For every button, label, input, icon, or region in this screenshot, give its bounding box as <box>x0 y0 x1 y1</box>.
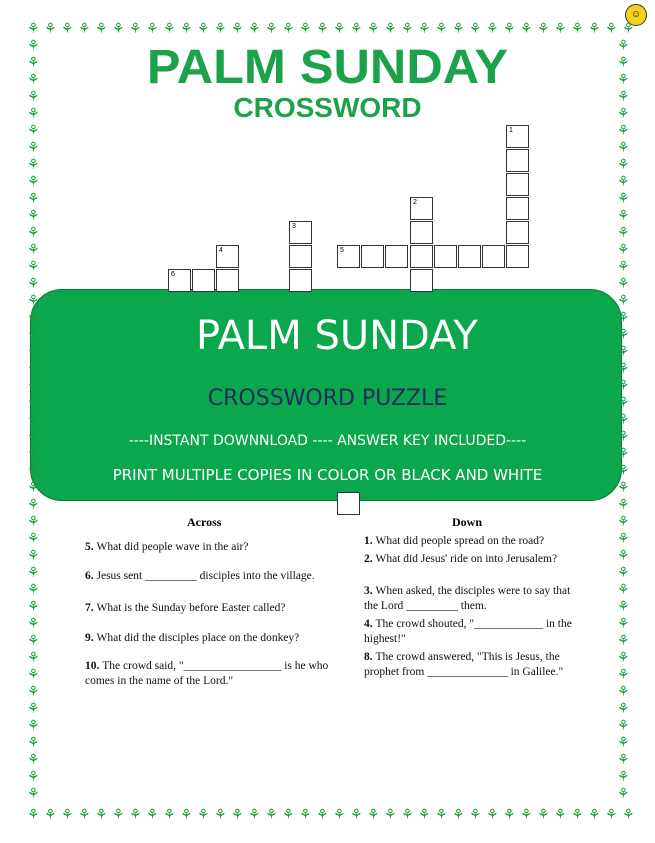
clue-number: 7. <box>85 602 97 614</box>
palm-tree-icon: ⚘ <box>617 72 630 88</box>
crossword-cell <box>192 269 215 292</box>
clue-text: The crowd answered, "This is Jesus, the prophet from ______________ in Galilee." <box>364 651 564 678</box>
palm-tree-icon: ⚘ <box>316 21 329 37</box>
palm-tree-icon: ⚘ <box>180 21 193 37</box>
palm-tree-icon: ⚘ <box>27 276 40 292</box>
clue-item <box>364 534 579 549</box>
palm-tree-icon: ⚘ <box>265 21 278 37</box>
palm-tree-icon: ⚘ <box>622 21 635 37</box>
palm-tree-icon: ⚘ <box>214 21 227 37</box>
clue-text: What did people spread on the road? <box>375 535 545 547</box>
palm-tree-icon: ⚘ <box>554 807 567 823</box>
palm-tree-icon: ⚘ <box>350 807 363 823</box>
clue-item <box>85 659 330 689</box>
palm-tree-icon: ⚘ <box>520 807 533 823</box>
palm-tree-icon: ⚘ <box>27 514 40 530</box>
palm-tree-icon: ⚘ <box>61 807 74 823</box>
palm-tree-icon: ⚘ <box>27 140 40 156</box>
palm-tree-icon: ⚘ <box>617 55 630 71</box>
crossword-cell <box>458 245 481 268</box>
palm-tree-icon: ⚘ <box>27 633 40 649</box>
crossword-cell <box>506 149 529 172</box>
palm-tree-icon: ⚘ <box>27 480 40 496</box>
palm-tree-icon: ⚘ <box>435 21 448 37</box>
crossword-cell <box>168 269 191 292</box>
palm-tree-icon: ⚘ <box>27 344 40 360</box>
clue-item <box>364 584 579 614</box>
palm-tree-icon: ⚘ <box>617 259 630 275</box>
palm-tree-icon: ⚘ <box>27 242 40 258</box>
palm-tree-icon: ⚘ <box>617 344 630 360</box>
palm-tree-icon: ⚘ <box>520 21 533 37</box>
palm-tree-icon: ⚘ <box>27 361 40 377</box>
palm-tree-icon: ⚘ <box>617 599 630 615</box>
palm-tree-icon: ⚘ <box>27 395 40 411</box>
clue-number: 10. <box>85 660 103 672</box>
palm-tree-icon: ⚘ <box>44 21 57 37</box>
crossword-cell <box>410 221 433 244</box>
palm-tree-icon: ⚘ <box>27 327 40 343</box>
crossword-cell <box>506 173 529 196</box>
palm-tree-icon: ⚘ <box>27 293 40 309</box>
page-subtitle: CROSSWORD <box>233 92 422 123</box>
clue-item <box>85 631 330 646</box>
palm-tree-icon: ⚘ <box>617 429 630 445</box>
clue-number: 8. <box>364 651 376 663</box>
palm-tree-icon: ⚘ <box>486 807 499 823</box>
palm-tree-icon: ⚘ <box>418 21 431 37</box>
palm-tree-icon: ⚘ <box>78 807 91 823</box>
palm-tree-icon: ⚘ <box>299 21 312 37</box>
palm-tree-icon: ⚘ <box>27 718 40 734</box>
clue-number: 3. <box>364 585 376 597</box>
palm-tree-icon: ⚘ <box>27 769 40 785</box>
palm-tree-icon: ⚘ <box>95 807 108 823</box>
clue-number: 6 <box>171 271 175 278</box>
palm-tree-icon: ⚘ <box>214 807 227 823</box>
palm-tree-icon: ⚘ <box>333 807 346 823</box>
palm-tree-icon: ⚘ <box>27 463 40 479</box>
palm-tree-icon: ⚘ <box>27 106 40 122</box>
crossword-cell <box>289 221 312 244</box>
palm-tree-icon: ⚘ <box>503 21 516 37</box>
palm-tree-icon: ⚘ <box>588 21 601 37</box>
palm-tree-icon: ⚘ <box>27 429 40 445</box>
palm-tree-icon: ⚘ <box>27 310 40 326</box>
palm-tree-icon: ⚘ <box>617 565 630 581</box>
palm-tree-icon: ⚘ <box>112 807 125 823</box>
clue-number: 3 <box>292 223 296 230</box>
palm-tree-icon: ⚘ <box>617 650 630 666</box>
palm-tree-icon: ⚘ <box>384 21 397 37</box>
palm-tree-icon: ⚘ <box>617 106 630 122</box>
palm-tree-icon: ⚘ <box>350 21 363 37</box>
palm-tree-icon: ⚘ <box>435 807 448 823</box>
palm-tree-icon: ⚘ <box>316 807 329 823</box>
palm-tree-icon: ⚘ <box>367 21 380 37</box>
crossword-cell <box>410 245 433 268</box>
palm-tree-icon: ⚘ <box>163 807 176 823</box>
crossword-cell <box>385 245 408 268</box>
palm-tree-icon: ⚘ <box>617 463 630 479</box>
clue-number: 6. <box>85 570 97 582</box>
crossword-cell <box>506 197 529 220</box>
clue-number: 1. <box>364 535 376 547</box>
palm-tree-icon: ⚘ <box>617 667 630 683</box>
palm-tree-icon: ⚘ <box>27 684 40 700</box>
palm-tree-icon: ⚘ <box>129 807 142 823</box>
palm-tree-icon: ⚘ <box>27 667 40 683</box>
palm-tree-icon: ⚘ <box>617 718 630 734</box>
palm-tree-icon: ⚘ <box>27 378 40 394</box>
palm-tree-icon: ⚘ <box>231 807 244 823</box>
palm-tree-icon: ⚘ <box>27 807 40 823</box>
palm-tree-icon: ⚘ <box>554 21 567 37</box>
palm-tree-icon: ⚘ <box>503 807 516 823</box>
palm-tree-icon: ⚘ <box>27 548 40 564</box>
clue-number: 2. <box>364 553 376 565</box>
palm-tree-icon: ⚘ <box>197 807 210 823</box>
crossword-cell <box>289 269 312 292</box>
palm-tree-icon: ⚘ <box>617 310 630 326</box>
clue-text: When asked, the disciples were to say that the Lord _________ them. <box>364 585 571 612</box>
palm-tree-icon: ⚘ <box>27 191 40 207</box>
palm-tree-icon: ⚘ <box>78 21 91 37</box>
palm-tree-icon: ⚘ <box>469 21 482 37</box>
clue-number: 4. <box>364 618 376 630</box>
palm-tree-icon: ⚘ <box>617 582 630 598</box>
palm-tree-icon: ⚘ <box>617 616 630 632</box>
clue-number: 2 <box>413 199 417 206</box>
logo-badge: ☺ <box>625 4 647 26</box>
palm-tree-icon: ⚘ <box>537 807 550 823</box>
palm-tree-icon: ⚘ <box>617 174 630 190</box>
palm-tree-icon: ⚘ <box>27 752 40 768</box>
palm-tree-icon: ⚘ <box>27 123 40 139</box>
crossword-cell <box>410 269 433 292</box>
palm-tree-icon: ⚘ <box>622 807 635 823</box>
palm-tree-icon: ⚘ <box>617 786 630 802</box>
crossword-cell <box>289 245 312 268</box>
palm-tree-icon: ⚘ <box>27 650 40 666</box>
palm-tree-icon: ⚘ <box>27 582 40 598</box>
clue-number: 9. <box>85 632 97 644</box>
palm-tree-icon: ⚘ <box>617 293 630 309</box>
palm-tree-icon: ⚘ <box>27 786 40 802</box>
clue-number: 4 <box>219 247 223 254</box>
crossword-cell <box>506 221 529 244</box>
palm-tree-icon: ⚘ <box>27 225 40 241</box>
crossword-cell <box>434 245 457 268</box>
palm-tree-icon: ⚘ <box>617 684 630 700</box>
palm-tree-icon: ⚘ <box>617 123 630 139</box>
palm-tree-icon: ⚘ <box>27 38 40 54</box>
palm-tree-icon: ⚘ <box>146 807 159 823</box>
palm-tree-icon: ⚘ <box>27 157 40 173</box>
across-heading: Across <box>187 515 222 529</box>
palm-tree-icon: ⚘ <box>248 807 261 823</box>
banner-subtitle: CROSSWORD PUZZLE <box>207 386 448 411</box>
palm-tree-icon: ⚘ <box>129 21 142 37</box>
clue-item <box>85 540 330 555</box>
palm-tree-icon: ⚘ <box>617 208 630 224</box>
palm-tree-icon: ⚘ <box>299 807 312 823</box>
palm-tree-icon: ⚘ <box>27 89 40 105</box>
palm-tree-icon: ⚘ <box>146 21 159 37</box>
clue-text: The crowd said, "_________________ is he who comes in the name of the Lord." <box>85 660 329 687</box>
palm-tree-icon: ⚘ <box>571 21 584 37</box>
down-heading: Down <box>452 515 483 529</box>
palm-tree-icon: ⚘ <box>333 21 346 37</box>
palm-tree-icon: ⚘ <box>617 531 630 547</box>
crossword-cell <box>337 245 360 268</box>
palm-tree-icon: ⚘ <box>617 752 630 768</box>
palm-tree-icon: ⚘ <box>27 599 40 615</box>
palm-tree-icon: ⚘ <box>617 395 630 411</box>
palm-tree-icon: ⚘ <box>61 21 74 37</box>
palm-tree-icon: ⚘ <box>617 378 630 394</box>
palm-tree-icon: ⚘ <box>486 21 499 37</box>
crossword-cell <box>361 245 384 268</box>
banner-title: PALM SUNDAY <box>196 313 478 359</box>
palm-tree-icon: ⚘ <box>617 480 630 496</box>
clue-item <box>364 650 579 680</box>
palm-tree-icon: ⚘ <box>617 446 630 462</box>
palm-tree-icon: ⚘ <box>537 21 550 37</box>
palm-tree-icon: ⚘ <box>617 497 630 513</box>
palm-tree-icon: ⚘ <box>27 72 40 88</box>
palm-tree-icon: ⚘ <box>27 497 40 513</box>
palm-tree-icon: ⚘ <box>617 38 630 54</box>
palm-tree-icon: ⚘ <box>617 412 630 428</box>
palm-tree-icon: ⚘ <box>265 807 278 823</box>
page-title: PALM SUNDAY <box>146 41 509 94</box>
clue-text: What did Jesus' ride on into Jerusalem? <box>375 553 558 565</box>
palm-tree-icon: ⚘ <box>27 174 40 190</box>
palm-tree-icon: ⚘ <box>617 769 630 785</box>
palm-tree-icon: ⚘ <box>27 446 40 462</box>
palm-tree-icon: ⚘ <box>617 701 630 717</box>
palm-tree-icon: ⚘ <box>401 807 414 823</box>
crossword-cell <box>482 245 505 268</box>
clue-text: The crowd shouted, "____________ in the highest!" <box>364 618 572 645</box>
clue-item <box>364 617 579 647</box>
palm-tree-icon: ⚘ <box>617 157 630 173</box>
palm-tree-icon: ⚘ <box>469 807 482 823</box>
palm-tree-icon: ⚘ <box>452 21 465 37</box>
palm-tree-icon: ⚘ <box>617 140 630 156</box>
palm-tree-icon: ⚘ <box>367 807 380 823</box>
palm-tree-icon: ⚘ <box>282 807 295 823</box>
palm-tree-icon: ⚘ <box>418 807 431 823</box>
palm-tree-icon: ⚘ <box>617 735 630 751</box>
clue-number: 5 <box>340 247 344 254</box>
clue-text: What did people wave in the air? <box>96 541 249 553</box>
crossword-cell <box>506 125 529 148</box>
crossword-cell <box>506 245 529 268</box>
palm-tree-icon: ⚘ <box>617 548 630 564</box>
banner-line-download: ----INSTANT DOWNNLOAD ---- ANSWER KEY INCLUDED---- <box>128 433 527 449</box>
palm-tree-icon: ⚘ <box>27 208 40 224</box>
palm-tree-icon: ⚘ <box>617 633 630 649</box>
palm-tree-icon: ⚘ <box>27 616 40 632</box>
palm-tree-icon: ⚘ <box>617 242 630 258</box>
palm-tree-icon: ⚘ <box>180 807 193 823</box>
palm-tree-icon: ⚘ <box>571 807 584 823</box>
palm-tree-icon: ⚘ <box>27 701 40 717</box>
palm-tree-icon: ⚘ <box>248 21 261 37</box>
clue-item <box>85 569 330 584</box>
clue-text: Jesus sent _________ disciples into the village. <box>96 570 315 582</box>
palm-tree-icon: ⚘ <box>605 807 618 823</box>
palm-tree-icon: ⚘ <box>27 412 40 428</box>
palm-tree-icon: ⚘ <box>617 514 630 530</box>
palm-tree-icon: ⚘ <box>27 531 40 547</box>
palm-tree-icon: ⚘ <box>588 807 601 823</box>
palm-tree-icon: ⚘ <box>95 21 108 37</box>
palm-tree-icon: ⚘ <box>163 21 176 37</box>
palm-tree-icon: ⚘ <box>452 807 465 823</box>
palm-tree-icon: ⚘ <box>605 21 618 37</box>
clue-number: 1 <box>509 127 513 134</box>
palm-tree-icon: ⚘ <box>27 259 40 275</box>
palm-tree-icon: ⚘ <box>617 276 630 292</box>
clue-text: What did the disciples place on the donkey? <box>96 632 300 644</box>
palm-tree-icon: ⚘ <box>44 807 57 823</box>
palm-tree-icon: ⚘ <box>282 21 295 37</box>
palm-tree-icon: ⚘ <box>617 191 630 207</box>
palm-tree-icon: ⚘ <box>27 21 40 37</box>
clue-text: What is the Sunday before Easter called? <box>96 602 286 614</box>
palm-tree-icon: ⚘ <box>617 89 630 105</box>
palm-tree-icon: ⚘ <box>617 361 630 377</box>
crossword-cell <box>410 197 433 220</box>
palm-tree-icon: ⚘ <box>27 735 40 751</box>
banner-line-print: PRINT MULTIPLE COPIES IN COLOR OR BLACK AND WHITE <box>112 466 543 484</box>
palm-tree-icon: ⚘ <box>231 21 244 37</box>
palm-tree-icon: ⚘ <box>197 21 210 37</box>
palm-tree-icon: ⚘ <box>384 807 397 823</box>
crossword-cell <box>337 492 360 515</box>
palm-tree-icon: ⚘ <box>27 55 40 71</box>
palm-tree-icon: ⚘ <box>617 327 630 343</box>
crossword-cell <box>216 245 239 268</box>
palm-tree-icon: ⚘ <box>617 225 630 241</box>
palm-tree-icon: ⚘ <box>27 565 40 581</box>
palm-tree-icon: ⚘ <box>112 21 125 37</box>
crossword-cell <box>216 269 239 292</box>
clue-item <box>364 552 579 567</box>
palm-tree-icon: ⚘ <box>401 21 414 37</box>
clue-item <box>85 601 330 616</box>
clue-number: 5. <box>85 541 97 553</box>
